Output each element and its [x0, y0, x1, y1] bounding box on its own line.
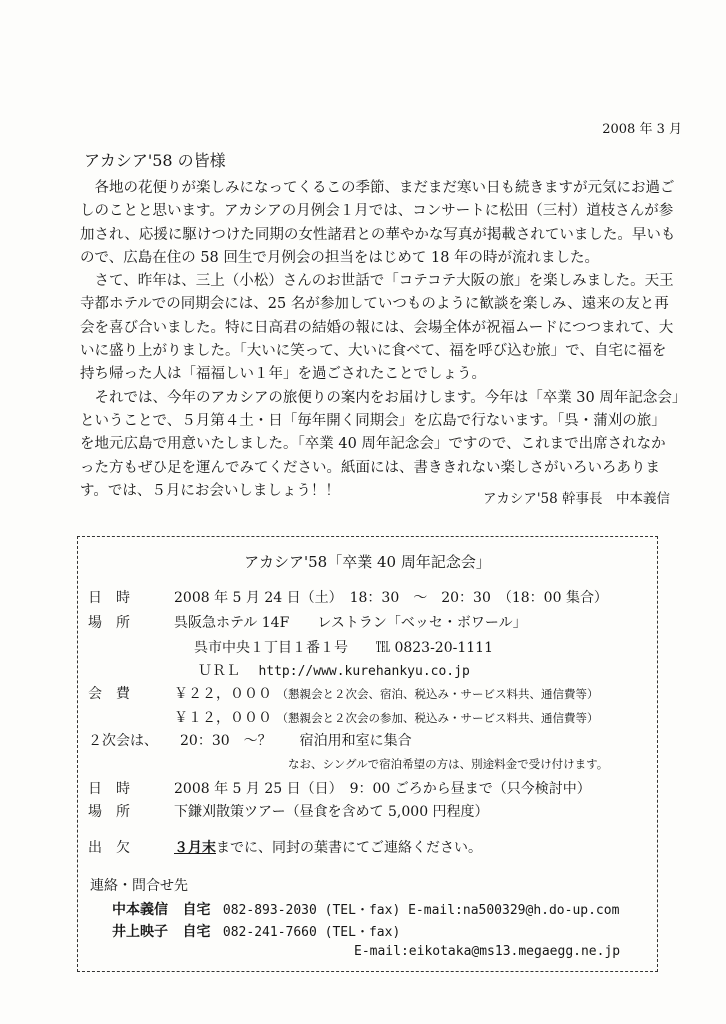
- fee2: [174, 707, 598, 727]
- rsvp-text: までに、同封の葉書にてご連絡ください。: [216, 840, 482, 856]
- fee-label: 会 費: [88, 686, 130, 702]
- day1-value: 2008 年 5 月 24 日（土） 18：30 ～ 20：30 （18：00 集合）: [174, 590, 608, 606]
- url-label: ＵＲＬ: [198, 663, 240, 679]
- place2-label: 場 所: [88, 804, 130, 820]
- venue-name: 呉阪急ホテル 14F レストラン「ベッセ・ボワール」: [174, 615, 527, 631]
- venue-url-link[interactable]: http://www.kurehankyu.co.jp: [258, 664, 470, 679]
- letter-paragraph: 各地の花便りが楽しみになってくるこの季節、まだまだ寒い日も続きますが元気にお過ごしのことと思います。アカシアの月例会１月では、コンサートに松田（三村）道枝さんが参加され、応援に駆けつけた同期の女性諸君との華やかな写真が掲載されていました。早いもので、広島在住の 58 回生で月例会の担当をはじめて 18 年の時が流れました。: [80, 180, 676, 266]
- day2-label: 日 時: [88, 781, 130, 797]
- signature: アカシア'58 幹事長 中本義信: [482, 491, 670, 507]
- day1-label: 日 時: [88, 590, 130, 606]
- event-info-box: [77, 536, 658, 972]
- letter-body: [80, 177, 680, 503]
- contact2-email: E-mail:eikotaka@ms13.megaegg.ne.jp: [354, 944, 621, 959]
- contact2: [112, 921, 400, 941]
- contact1-phone: 082-893-2030 (TEL・fax) E-mail:na500329@h.do-up.com: [222, 903, 620, 918]
- fee1: [174, 683, 598, 703]
- contact2-home: 自宅: [182, 924, 211, 940]
- fee1-note: （懇親会と２次会、宿泊、税込み・サービス料共、通信費等）: [276, 687, 599, 701]
- rsvp-deadline: ３月末: [174, 840, 216, 856]
- fee1-amount: ￥２２，０００: [174, 686, 272, 702]
- contact1-name: 中本義信: [112, 902, 168, 918]
- fee2-amount: ￥１２，０００: [174, 710, 272, 726]
- fee2-note: （懇親会と２次会の参加、税込み・サービス料共、通信費等）: [276, 711, 599, 725]
- salutation: アカシア'58 の皆様: [84, 151, 226, 170]
- second-party-label: ２次会は、: [88, 733, 158, 749]
- second-party-value: 20：30 ～？ 宿泊用和室に集合: [180, 733, 412, 749]
- event-title: アカシア'58「卒業 40 周年記念会」: [244, 553, 491, 571]
- contact-heading: 連絡・問合せ先: [90, 878, 188, 894]
- contact2-name: 井上映子: [112, 924, 168, 940]
- contact1: [112, 899, 619, 919]
- day2-value: 2008 年 5 月 25 日（日） 9：00 ごろから昼まで（只今検討中）: [174, 781, 591, 797]
- single-room-note: なお、シングルで宿泊希望の方は、別途料金で受け付けます。: [288, 757, 609, 771]
- letter-paragraph: それでは、今年のアカシアの旅便りの案内をお届けします。今年は「卒業 30 周年記念会」ということで、５月第４土・日「毎年開く同期会」を広島で行ないます。「呉・蒲刈の旅」を地元広島で用意いたしました。「卒業 40 周年記念会」ですので、これまで出席されなかった方もぜひ足を運んでみてください。紙面には、書ききれない楽しさがいろいろあります。では、５月にお会いしましょう！！: [80, 389, 680, 499]
- letter-date: 2008 年 3 月: [602, 122, 682, 137]
- contact2-phone: 082-241-7660 (TEL・fax): [222, 925, 401, 940]
- rsvp-line: [174, 837, 482, 857]
- venue-label: 場 所: [88, 615, 130, 631]
- venue-address: 呉市中央１丁目１番１号 ℡ 0823-20-1111: [194, 640, 493, 656]
- contact1-home: 自宅: [182, 902, 211, 918]
- letter-paragraph: さて、昨年は、三上（小松）さんのお世話で「コテコテ大阪の旅」を楽しみました。天王寺都ホテルでの同期会には、25 名が参加していつものように歓談を楽しみ、遠来の友と再会を喜び合いました。特に日高君の結婚の報には、会場全体が祝福ムードにつつまれて、大いに盛り上がりました。「大いに笑って、大いに食べて、福を呼び込む旅」で、自宅に福を持ち帰った人は「福福しい１年」を過ごされたことでしょう。: [80, 273, 674, 383]
- rsvp-label: 出 欠: [88, 840, 130, 856]
- place2-value: 下鎌刈散策ツアー（昼食を含めて 5,000 円程度）: [174, 804, 489, 820]
